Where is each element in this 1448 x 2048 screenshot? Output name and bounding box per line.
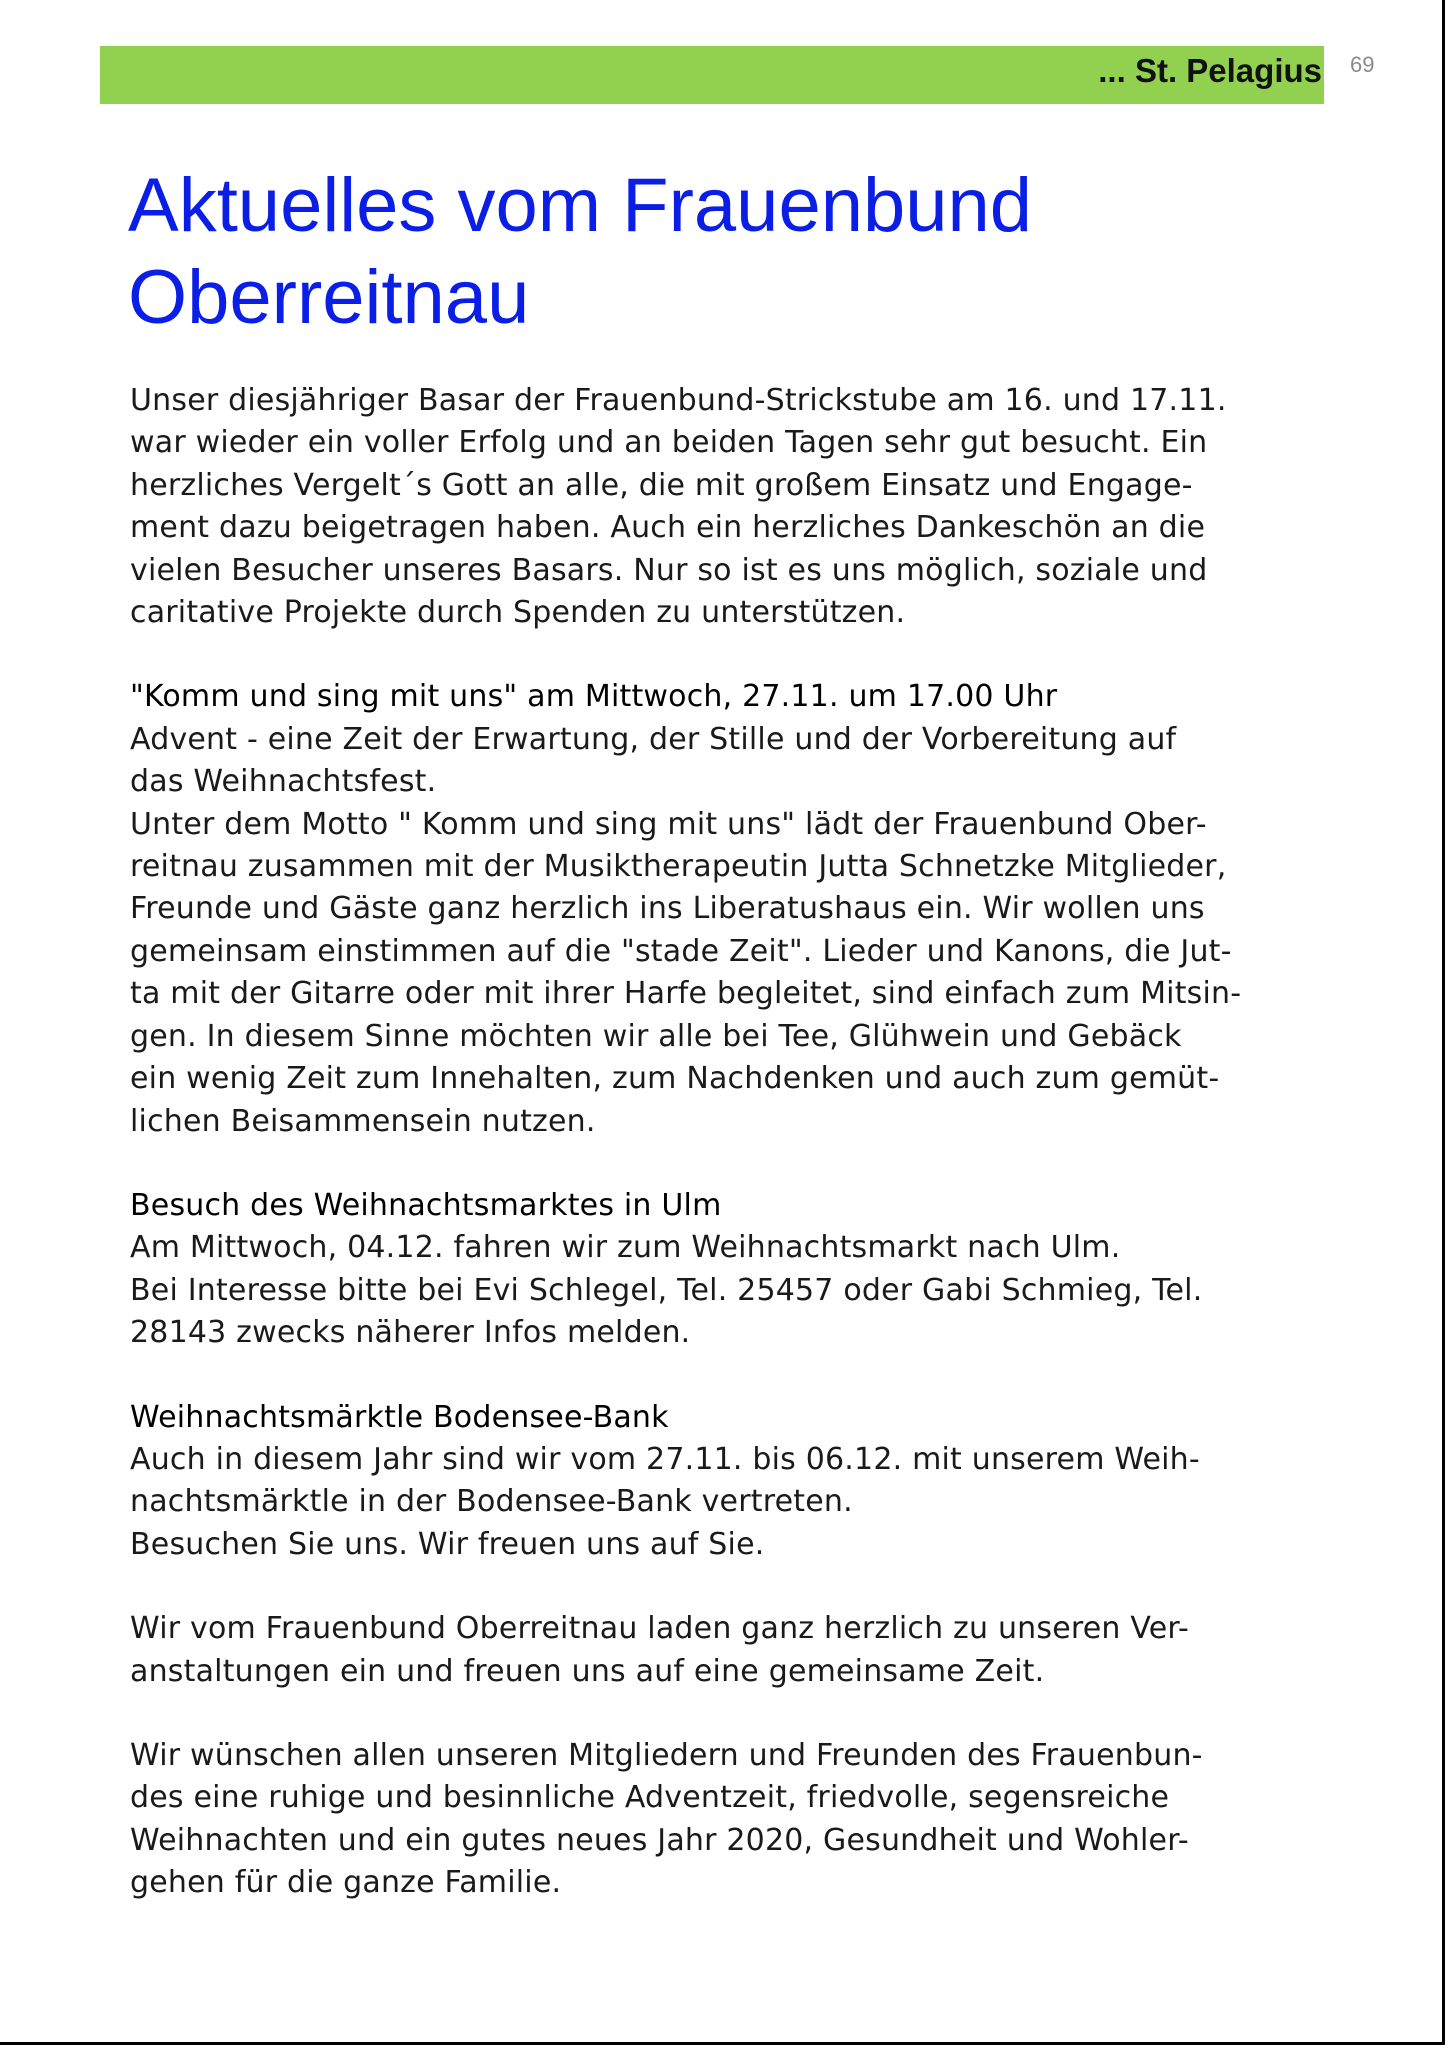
section-heading: "Komm und sing mit uns" am Mittwoch, 27.11. um 17.00 Uhr xyxy=(130,679,1058,715)
text-line: des eine ruhige und besinnliche Adventzeit, friedvolle, segensreiche xyxy=(130,1780,1170,1816)
text-line: nachtsmärktle in der Bodensee-Bank vertreten. xyxy=(130,1484,853,1520)
section-heading: Besuch des Weihnachtsmarktes in Ulm xyxy=(130,1187,722,1223)
text-line: Am Mittwoch, 04.12. fahren wir zum Weihnachtsmarkt nach Ulm. xyxy=(130,1230,1121,1266)
text-line: gemeinsam einstimmen auf die "stade Zeit". Lieder und Kanons, die Jut- xyxy=(130,933,1232,969)
text-line: vielen Besucher unseres Basars. Nur so ist es uns möglich, soziale und xyxy=(130,552,1208,588)
paragraph xyxy=(130,1608,1330,1693)
section-heading: Weihnachtsmärktle Bodensee-Bank xyxy=(130,1399,669,1435)
text-line: Wir vom Frauenbund Oberreitnau laden ganz herzlich zu unseren Ver- xyxy=(130,1611,1190,1647)
text-line: Wir wünschen allen unseren Mitgliedern und Freunden des Frauenbun- xyxy=(130,1737,1203,1773)
text-line: ment dazu beigetragen haben. Auch ein herzliches Dankeschön an die xyxy=(130,510,1206,546)
text-line: Unser diesjähriger Basar der Frauenbund-Strickstube am 16. und 17.11. xyxy=(130,383,1227,418)
text-line: gen. In diesem Sinne möchten wir alle bei Tee, Glühwein und Gebäck xyxy=(130,1018,1182,1054)
text-line: herzliches Vergelt´s Gott an alle, die mit großem Einsatz und Engage- xyxy=(130,467,1193,503)
paragraph xyxy=(130,380,1330,634)
text-line: Besuchen Sie uns. Wir freuen uns auf Sie. xyxy=(130,1526,765,1562)
paragraph xyxy=(130,1185,1330,1355)
page-title xyxy=(128,160,1328,344)
text-line: reitnau zusammen mit der Musiktherapeutin Jutta Schnetzke Mitglieder, xyxy=(130,849,1227,885)
text-line: Advent - eine Zeit der Erwartung, der Stille und der Vorbereitung auf xyxy=(130,721,1177,757)
text-line: Weihnachten und ein gutes neues Jahr 2020, Gesundheit und Wohler- xyxy=(130,1822,1189,1858)
page-title-line: Aktuelles vom Frauenbund xyxy=(128,163,1033,248)
paragraph xyxy=(130,1397,1330,1567)
text-line: caritative Projekte durch Spenden zu unterstützen. xyxy=(130,595,906,631)
text-line: Bei Interesse bitte bei Evi Schlegel, Tel. 25457 oder Gabi Schmieg, Tel. xyxy=(130,1272,1203,1308)
paragraph xyxy=(130,676,1330,1142)
text-line: 28143 zwecks näherer Infos melden. xyxy=(130,1315,691,1351)
header-bar xyxy=(100,46,1324,104)
paragraph xyxy=(130,1735,1330,1905)
page-title-line: Oberreitnau xyxy=(128,255,530,340)
text-line: anstaltungen ein und freuen uns auf eine gemeinsame Zeit. xyxy=(130,1653,1045,1689)
text-line: Unter dem Motto " Komm und sing mit uns" lädt der Frauenbund Ober- xyxy=(130,806,1207,842)
text-line: ein wenig Zeit zum Innehalten, zum Nachdenken und auch zum gemüt- xyxy=(130,1061,1220,1097)
text-line: war wieder ein voller Erfolg und an beiden Tagen sehr gut besucht. Ein xyxy=(130,425,1208,461)
article-body xyxy=(130,380,1330,1947)
text-line: lichen Beisammensein nutzen. xyxy=(130,1103,596,1139)
header-title: ... St. Pelagius xyxy=(1098,52,1322,89)
page-number: 69 xyxy=(1350,52,1375,77)
text-line: ta mit der Gitarre oder mit ihrer Harfe begleitet, sind einfach zum Mitsin- xyxy=(130,976,1242,1012)
text-line: das Weihnachtsfest. xyxy=(130,764,437,800)
text-line: gehen für die ganze Familie. xyxy=(130,1865,562,1901)
text-line: Auch in diesem Jahr sind wir vom 27.11. bis 06.12. mit unserem Weih- xyxy=(130,1441,1200,1477)
text-line: Freunde und Gäste ganz herzlich ins Liberatushaus ein. Wir wollen uns xyxy=(130,891,1205,927)
